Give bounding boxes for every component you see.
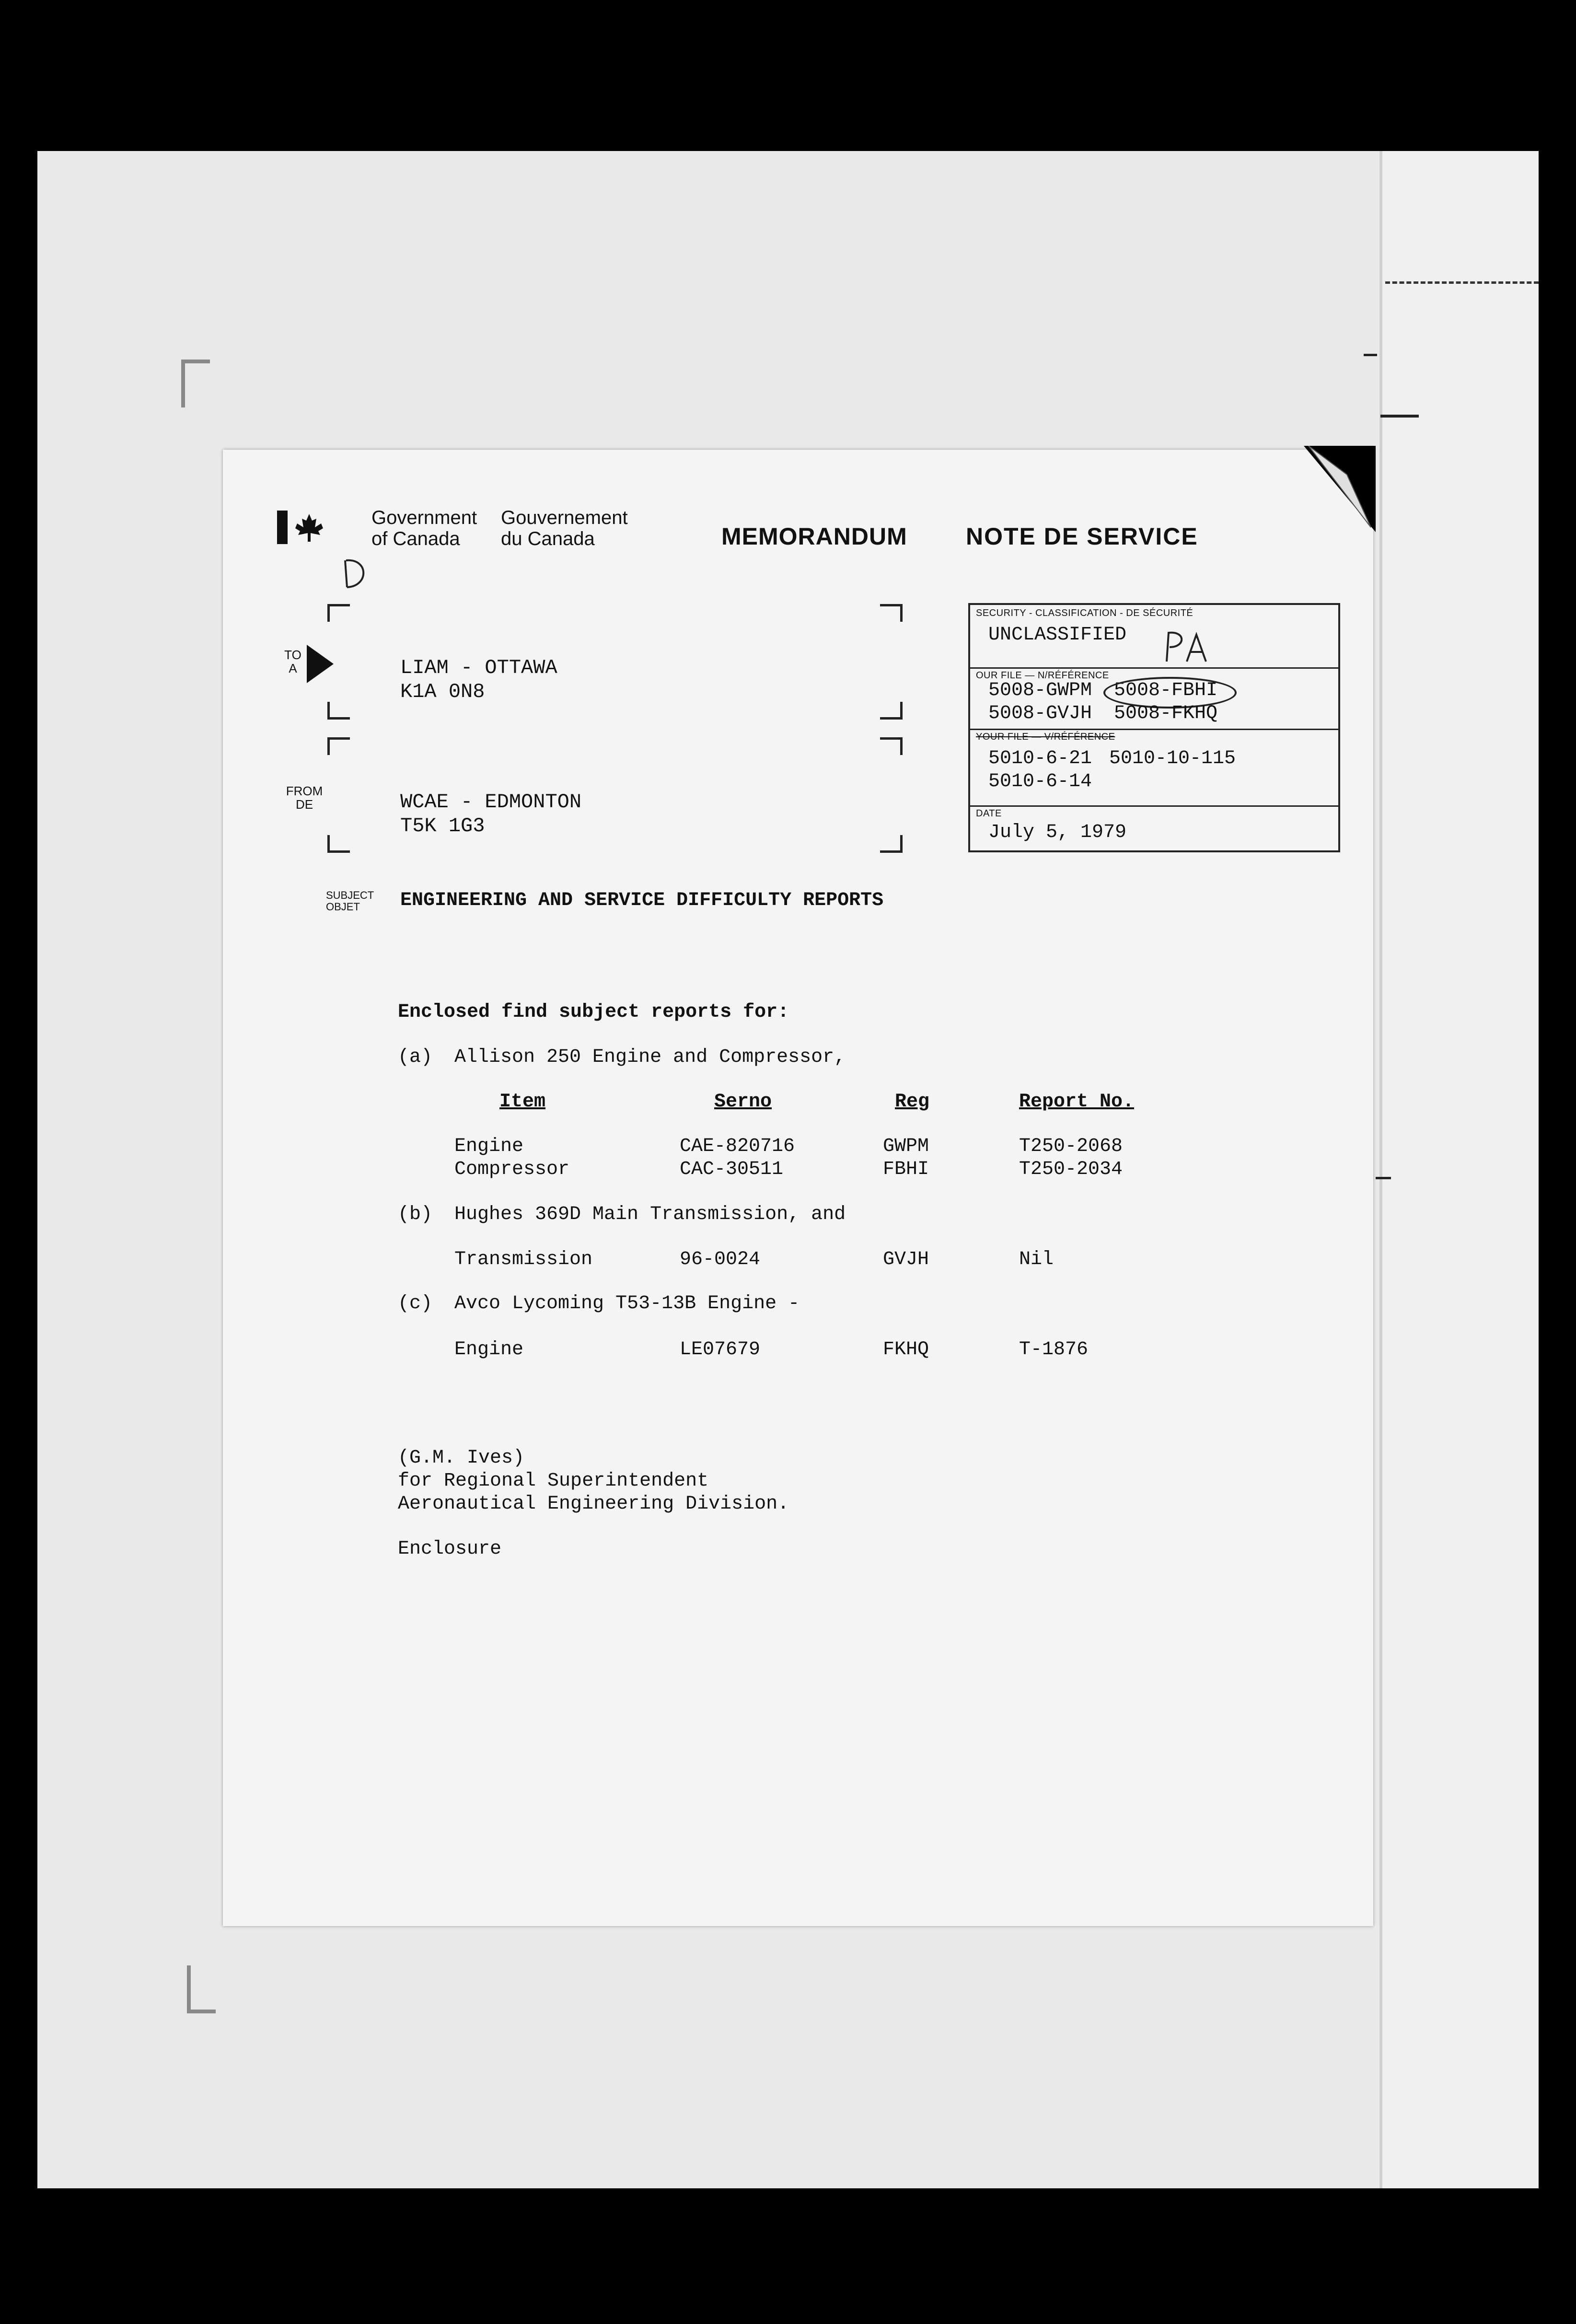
flag-bar: [277, 511, 288, 544]
row-a1-report: T250-2068: [1019, 1136, 1123, 1157]
our-file-ref-2: 5008-FBHI: [1114, 680, 1218, 701]
security-label: SECURITY - CLASSIFICATION - DE SÉCURITÉ: [976, 608, 1194, 618]
section-c-marker: (c): [398, 1293, 433, 1314]
row-b1-report: Nil: [1019, 1249, 1054, 1270]
section-b-marker: (b): [398, 1204, 433, 1225]
from-address: WCAE - EDMONTON T5K 1G3: [400, 790, 582, 837]
our-file-ref-4: 5008-FKHQ: [1114, 703, 1218, 724]
row-c1-report: T-1876: [1019, 1339, 1089, 1360]
handwritten-d-mark: [336, 554, 374, 592]
our-file-ref-3: 5008-GVJH: [988, 703, 1092, 724]
row-b1-reg: GVJH: [883, 1249, 929, 1270]
date-value: July 5, 1979: [988, 822, 1127, 843]
corner-mark-top: [181, 360, 185, 407]
page-edge-strip: [1382, 151, 1539, 2188]
col-header-serno: Serno: [714, 1091, 772, 1113]
your-file-ref-2: 5010-10-115: [1109, 748, 1236, 769]
page-curl-corner: [1304, 446, 1376, 532]
subject-value: ENGINEERING AND SERVICE DIFFICULTY REPORTS: [400, 890, 884, 911]
your-file-row: [970, 729, 1338, 807]
corner-mark-top-h: [181, 360, 210, 363]
section-c-title: Avco Lycoming T53-13B Engine -: [454, 1293, 800, 1314]
row-a1-item: Engine: [454, 1136, 524, 1157]
row-a1-serno: CAE-820716: [680, 1136, 795, 1157]
from-bracket-bl: [327, 835, 350, 853]
to-bracket-br: [880, 702, 903, 720]
security-row: [970, 605, 1338, 669]
our-file-ref-1: 5008-GWPM: [988, 680, 1092, 701]
your-file-label: YOUR FILE — V/RÉFÉRENCE: [976, 732, 1115, 742]
row-b1-item: Transmission: [454, 1249, 593, 1270]
your-file-ref-1: 5010-6-21: [988, 748, 1092, 769]
signature-line-1: for Regional Superintendent: [398, 1470, 709, 1492]
section-a-marker: (a): [398, 1046, 433, 1068]
row-a2-item: Compressor: [454, 1159, 570, 1180]
from-label: FROM DE: [286, 784, 323, 812]
intro-line: Enclosed find subject reports for:: [398, 1001, 789, 1023]
row-b1-serno: 96-0024: [680, 1249, 761, 1270]
col-header-reg: Reg: [895, 1091, 930, 1113]
date-label: DATE: [976, 808, 1002, 819]
col-header-report-no: Report No.: [1019, 1091, 1135, 1113]
gov-name-en: Government of Canada: [371, 507, 477, 549]
from-bracket-tl: [327, 737, 350, 755]
to-label: TO A: [284, 648, 301, 675]
margin-arrow-line: [1380, 415, 1419, 418]
row-a2-reg: FBHI: [883, 1159, 929, 1180]
our-file-label: OUR FILE — N/RÉFÉRENCE: [976, 670, 1109, 681]
to-bracket-tl: [327, 604, 350, 622]
dashed-margin-line: [1385, 281, 1539, 284]
from-bracket-tr: [880, 737, 903, 755]
section-a-title: Allison 250 Engine and Compressor,: [454, 1046, 846, 1068]
col-header-item: Item: [499, 1091, 546, 1113]
corner-mark-bottom: [187, 1965, 191, 2013]
subject-label: SUBJECT OBJET: [326, 889, 374, 913]
row-c1-reg: FKHQ: [883, 1339, 929, 1360]
enclosure-line: Enclosure: [398, 1538, 502, 1560]
to-address: LIAM - OTTAWA K1A 0N8: [400, 656, 557, 703]
from-bracket-br: [880, 835, 903, 853]
date-row: [970, 805, 1338, 848]
to-bracket-bl: [327, 702, 350, 720]
signature-line-2: Aeronautical Engineering Division.: [398, 1493, 789, 1515]
handwritten-initials-mark: [1162, 628, 1215, 666]
your-file-ref-3: 5010-6-14: [988, 771, 1092, 792]
memo-title-fr: NOTE DE SERVICE: [966, 523, 1198, 550]
row-a1-reg: GWPM: [883, 1136, 929, 1157]
security-value: UNCLASSIFIED: [988, 624, 1127, 646]
maple-leaf-icon: [292, 513, 326, 543]
to-arrow-icon: [307, 645, 334, 683]
corner-mark-bottom-h: [187, 2010, 216, 2013]
to-bracket-tr: [880, 604, 903, 622]
classification-box: [968, 603, 1340, 852]
section-b-title: Hughes 369D Main Transmission, and: [454, 1204, 846, 1225]
row-c1-item: Engine: [454, 1339, 524, 1360]
signature-name: (G.M. Ives): [398, 1447, 525, 1469]
gov-name-fr: Gouvernement du Canada: [501, 507, 628, 549]
row-a2-serno: CAC-30511: [680, 1159, 784, 1180]
memo-title: MEMORANDUM: [721, 523, 907, 550]
margin-tick-2: [1376, 1177, 1391, 1179]
margin-tick: [1364, 354, 1377, 356]
our-file-row: [970, 667, 1338, 730]
row-c1-serno: LE07679: [680, 1339, 761, 1360]
row-a2-report: T250-2034: [1019, 1159, 1123, 1180]
